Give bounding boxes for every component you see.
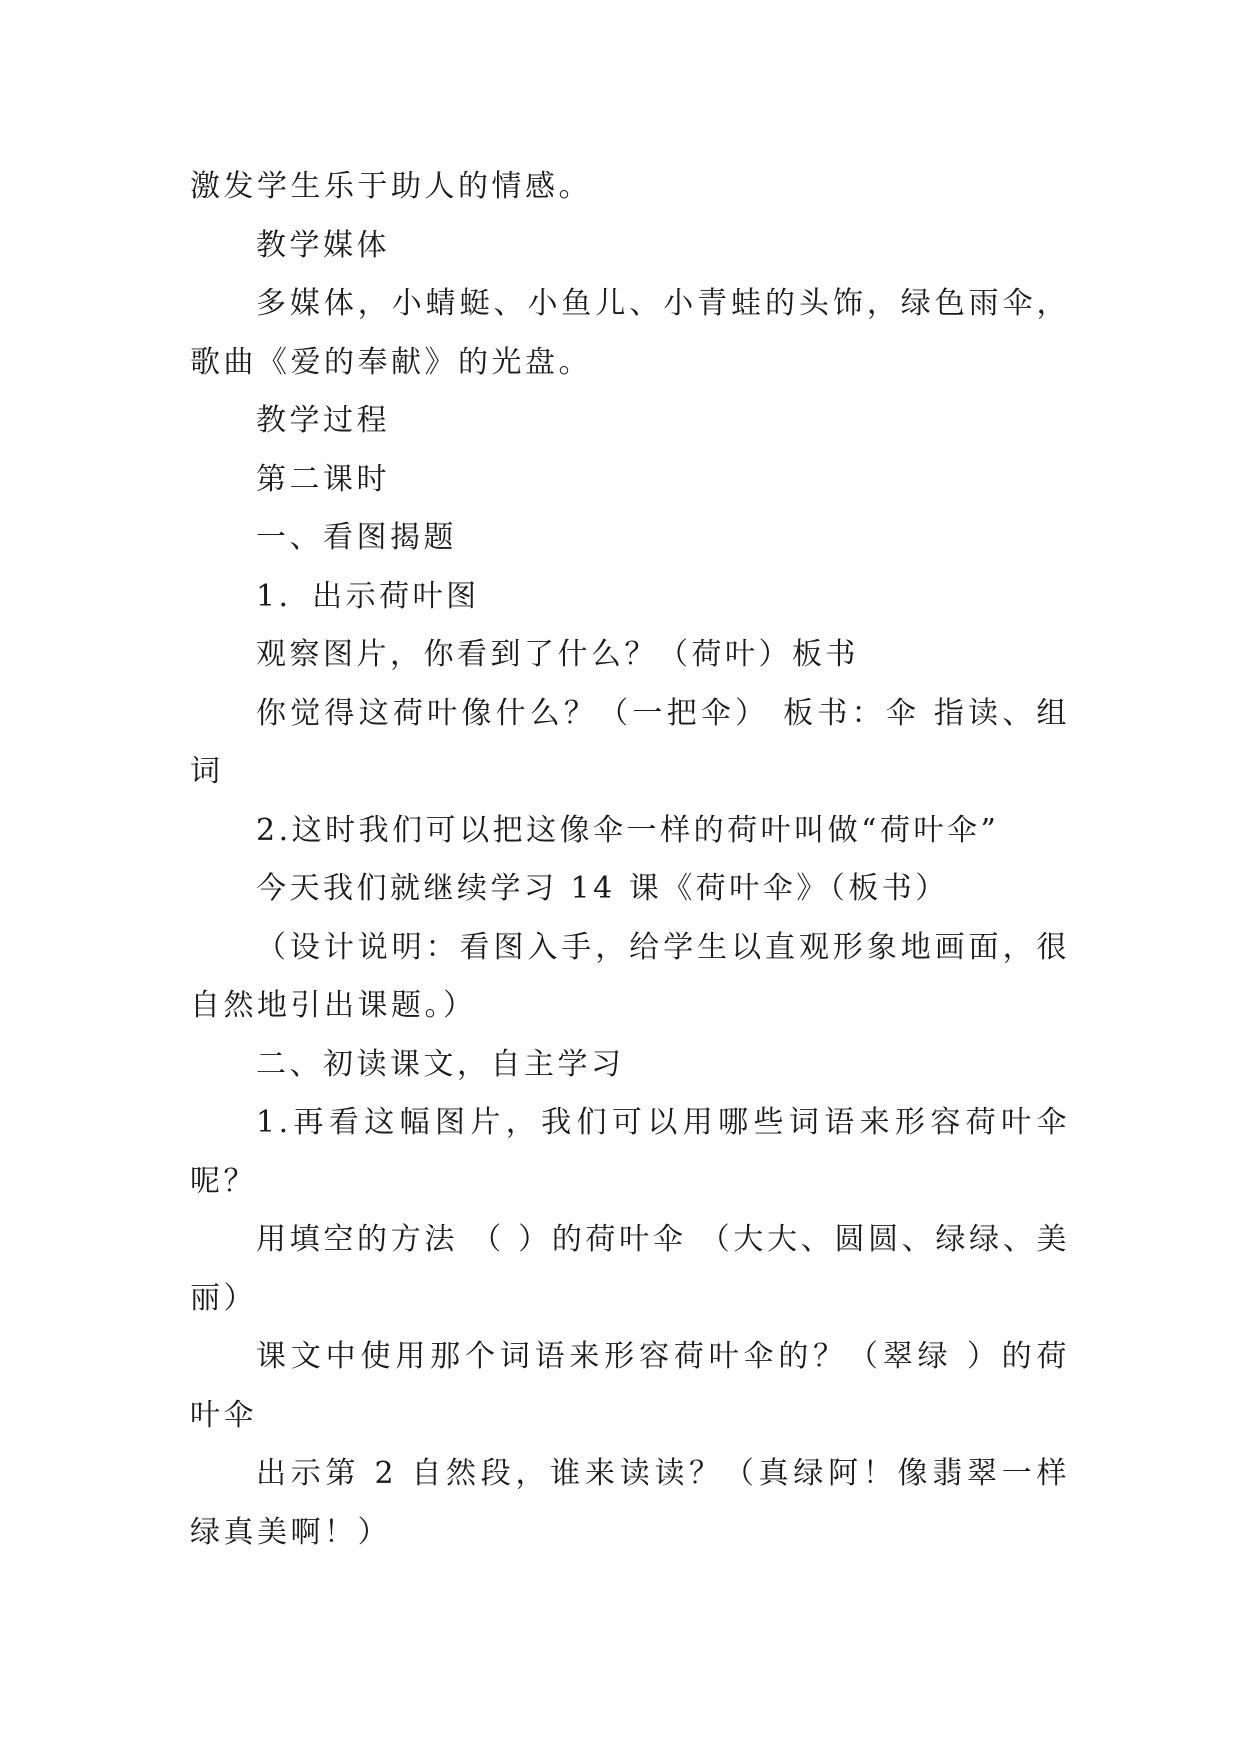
heading-teaching-process: 教学过程 xyxy=(256,403,390,438)
paragraph-design-note: （设计说明：看图入手，给学生以直观形象地画面，很自然地引出课题。） xyxy=(190,929,1070,1023)
paragraph-fill-blank: 用填空的方法 （ ）的荷叶伞 （大大、圆圆、绿绿、美丽） xyxy=(190,1222,1070,1316)
heading-teaching-media: 教学媒体 xyxy=(256,227,390,263)
paragraph-question: 你觉得这荷叶像什么？（一把伞） 板书：伞 指读、组词 xyxy=(190,695,1070,789)
paragraph-observe: 观察图片，你看到了什么？（荷叶）板书 xyxy=(256,637,859,672)
paragraph-today: 今天我们就继续学习 14 课《荷叶伞》（板书） xyxy=(256,871,949,906)
list-item-3: 1.再看这幅图片，我们可以用哪些词语来形容荷叶伞呢？ xyxy=(190,1105,1070,1199)
paragraph-text-word: 课文中使用那个词语来形容荷叶伞的？（翠绿 ）的荷叶伞 xyxy=(190,1339,1070,1433)
paragraph-1: 激发学生乐于助人的情感。 xyxy=(190,169,592,204)
paragraph-show-section: 出示第 2 自然段，谁来读读？（真绿阿！像翡翠一样绿真美啊！） xyxy=(190,1456,1070,1550)
heading-second-lesson: 第二课时 xyxy=(256,461,390,497)
document-body xyxy=(190,158,1070,1562)
heading-section-2: 二、初读课文，自主学习 xyxy=(256,1046,625,1082)
list-item-2: 2.这时我们可以把这像伞一样的荷叶叫做“荷叶伞” xyxy=(256,812,1000,848)
heading-section-1: 一、看图揭题 xyxy=(256,520,457,555)
list-item-1: 1．出示荷叶图 xyxy=(256,578,480,614)
paragraph-media-list: 多媒体，小蜻蜓、小鱼儿、小青蛙的头饰，绿色雨伞，歌曲《爱的奉献》的光盘。 xyxy=(190,286,1070,380)
